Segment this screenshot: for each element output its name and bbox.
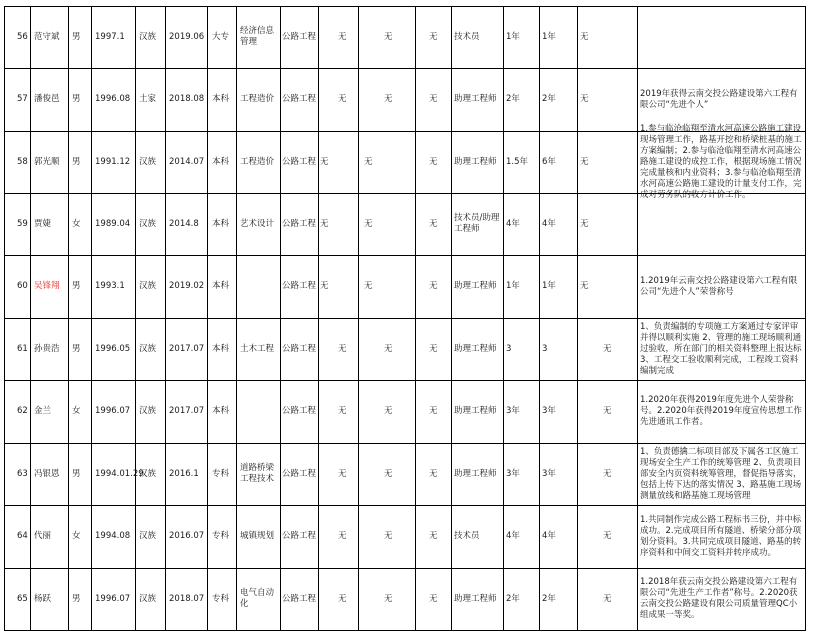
grid-line: [451, 6, 452, 630]
cell-y3: 无: [603, 469, 612, 479]
cell-y2: 2年: [542, 594, 556, 604]
grid-line: [207, 6, 208, 630]
cell-y2: 6年: [542, 157, 556, 167]
cell-name: 郭光顺: [34, 157, 60, 167]
grid-line: [805, 6, 806, 630]
cell-title: 助理工程师: [454, 157, 497, 167]
cell-y3: 无: [580, 219, 589, 229]
grid-line: [236, 6, 237, 630]
cell-ethnic: 汉族: [139, 32, 157, 42]
cell-name: 潘俊邑: [34, 94, 60, 104]
grid-line: [4, 68, 806, 69]
cell-edu: 专科: [212, 531, 230, 541]
cell-work-date: 2019.02: [169, 281, 205, 291]
cell-no: 61: [17, 344, 28, 354]
cell-y2: 3年: [542, 406, 556, 416]
cell-gender: 男: [72, 344, 81, 354]
cell-edu: 本科: [212, 94, 230, 104]
cell-c3: 无: [429, 531, 438, 541]
cell-y2: 4年: [542, 219, 556, 229]
cell-no: 59: [17, 219, 28, 229]
grid-line: [4, 318, 806, 319]
cell-remark: 1.2018年获云南交投公路建设第六工程有限公司“先进生产工作者”称号。2.2020获云南交投公路建设有限公司质量管理QC小组成果一等奖。: [640, 577, 798, 620]
cell-c3: 无: [429, 157, 438, 167]
cell-y3: 无: [603, 344, 612, 354]
cell-gender: 男: [72, 157, 81, 167]
grid-line: [135, 6, 136, 630]
cell-field: 公路工程: [282, 219, 317, 229]
cell-c2: 无: [384, 344, 393, 354]
cell-birth: 1994.08: [95, 531, 131, 541]
cell-edu: 本科: [212, 406, 230, 416]
cell-field: 公路工程: [282, 469, 317, 479]
grid-line: [4, 6, 5, 630]
cell-work-date: 2017.07: [169, 406, 205, 416]
cell-birth: 1991.12: [95, 157, 131, 167]
cell-ethnic: 汉族: [139, 531, 157, 541]
grid-line: [415, 6, 416, 630]
cell-no: 57: [17, 94, 28, 104]
cell-c1: 无: [338, 594, 347, 604]
cell-y1: 1年: [506, 32, 520, 42]
cell-work-date: 2018.07: [169, 594, 205, 604]
cell-birth: 1996.07: [95, 406, 131, 416]
cell-work-date: 2016.07: [169, 531, 205, 541]
cell-c2: 无: [364, 219, 373, 229]
cell-y1: 4年: [506, 531, 520, 541]
cell-c2: 无: [384, 406, 393, 416]
cell-birth: 1994.01.29: [95, 469, 144, 479]
cell-remark: 2019年获得云南交投公路建设第六工程有限公司“先进个人”: [640, 89, 798, 110]
cell-name: 孙贵浩: [34, 344, 60, 354]
cell-major: 工程造价: [240, 94, 275, 104]
cell-y3: 无: [580, 157, 589, 167]
cell-edu: 大专: [212, 32, 230, 42]
cell-major: 经济信息管理: [240, 26, 275, 47]
cell-birth: 1996.05: [95, 344, 131, 354]
cell-y2: 4年: [542, 531, 556, 541]
cell-work-date: 2016.1: [169, 469, 199, 479]
cell-y3: 无: [580, 94, 589, 104]
cell-name: 金兰: [34, 406, 52, 416]
grid-line: [4, 505, 806, 506]
cell-no: 64: [17, 531, 28, 541]
cell-c1: 无: [338, 32, 347, 42]
grid-line: [577, 6, 578, 630]
cell-y1: 4年: [506, 219, 520, 229]
cell-y3: 无: [603, 531, 612, 541]
cell-y1: 2年: [506, 594, 520, 604]
cell-y2: 3: [542, 344, 548, 354]
grid-line: [68, 6, 69, 630]
cell-gender: 男: [72, 32, 81, 42]
cell-birth: 1997.1: [95, 32, 125, 42]
cell-c3: 无: [429, 281, 438, 291]
cell-major: 城镇规划: [240, 531, 275, 541]
cell-edu: 专科: [212, 469, 230, 479]
cell-c3: 无: [429, 94, 438, 104]
cell-remark: 1、负责德擒二标项目部及下属各工区施工现场安全生产工作的统筹管理 2、负责项目部安全内页资料统筹管理，督促指导落实，包括上传下达的落实情况 3、路基施工现场测量放线和路基施工现场管理: [640, 447, 802, 501]
cell-c1: 无: [338, 344, 347, 354]
cell-field: 公路工程: [282, 32, 317, 42]
cell-title: 助理工程师: [454, 406, 497, 416]
cell-edu: 本科: [212, 281, 230, 291]
cell-work-date: 2018.08: [169, 94, 205, 104]
grid-line: [637, 6, 638, 630]
cell-gender: 女: [72, 531, 81, 541]
grid-line: [30, 6, 31, 630]
cell-y1: 3: [506, 344, 512, 354]
cell-c3: 无: [429, 219, 438, 229]
cell-c2: 无: [384, 594, 393, 604]
cell-major: 电气自动化: [240, 588, 275, 609]
cell-name: 贾婕: [34, 219, 52, 229]
cell-edu: 本科: [212, 219, 230, 229]
cell-major: 工程造价: [240, 157, 275, 167]
cell-no: 60: [17, 281, 28, 291]
cell-gender: 男: [72, 281, 81, 291]
cell-c2: 无: [384, 32, 393, 42]
cell-ethnic: 汉族: [139, 344, 157, 354]
cell-remark: 1.2020年获得2019年度先进个人荣誉称号。2.2020年获得2019年度宣传思想工作先进通讯工作者。: [640, 395, 802, 427]
cell-ethnic: 汉族: [139, 281, 157, 291]
cell-work-date: 2019.06: [169, 32, 205, 42]
cell-major: 艺术设计: [240, 219, 275, 229]
cell-y2: 1年: [542, 32, 556, 42]
cell-c2: 无: [364, 281, 373, 291]
cell-major: 土木工程: [240, 344, 275, 354]
cell-gender: 男: [72, 469, 81, 479]
cell-remark: 1、负责编制的专项施工方案通过专家评审并得以顺利实施 2、管理的施工现场顺利通过验收，所在部门的相关资料整理上报达标 3、工程交工验收顺利完成，工程竣工资料编制完成: [640, 322, 802, 376]
cell-c1: 无: [338, 469, 347, 479]
cell-gender: 男: [72, 594, 81, 604]
cell-title: 助理工程师: [454, 469, 497, 479]
cell-ethnic: 汉族: [139, 469, 157, 479]
cell-c1: 无: [338, 94, 347, 104]
cell-edu: 专科: [212, 594, 230, 604]
cell-no: 62: [17, 406, 28, 416]
cell-y2: 2年: [542, 94, 556, 104]
cell-field: 公路工程: [282, 531, 317, 541]
cell-field: 公路工程: [282, 594, 317, 604]
cell-name: 范守斌: [34, 32, 60, 42]
cell-no: 58: [17, 157, 28, 167]
cell-y3: 无: [603, 406, 612, 416]
cell-c1: 无: [320, 219, 329, 229]
cell-name: 代丽: [34, 531, 52, 541]
cell-gender: 女: [72, 406, 81, 416]
grid-line: [539, 6, 540, 630]
grid-line: [4, 568, 806, 569]
cell-c2: 无: [384, 94, 393, 104]
cell-no: 56: [17, 32, 28, 42]
cell-ethnic: 汉族: [139, 219, 157, 229]
grid-line: [4, 6, 806, 7]
cell-c2: 无: [364, 157, 373, 167]
cell-title: 技术员: [454, 531, 480, 541]
cell-name: 吴锋翔: [34, 281, 60, 291]
cell-y1: 3年: [506, 406, 520, 416]
cell-y2: 3年: [542, 469, 556, 479]
cell-y2: 1年: [542, 281, 556, 291]
cell-ethnic: 土家: [139, 94, 157, 104]
cell-work-date: 2014.07: [169, 157, 205, 167]
cell-work-date: 2017.07: [169, 344, 205, 354]
cell-c1: 无: [338, 406, 347, 416]
cell-remark: 1.2019年云南交投公路建设第六工程有限公司“先进个人”荣誉称号: [640, 276, 798, 297]
grid-line: [4, 630, 806, 631]
grid-line: [165, 6, 166, 630]
cell-ethnic: 汉族: [139, 157, 157, 167]
cell-field: 公路工程: [282, 344, 317, 354]
cell-y3: 无: [580, 32, 589, 42]
cell-c3: 无: [429, 344, 438, 354]
cell-c1: 无: [320, 281, 329, 291]
cell-field: 公路工程: [282, 281, 317, 291]
cell-c1: 无: [320, 157, 329, 167]
cell-remark: 1.参与临沧临翔至清水河高速公路施工建设现场管理工作，路基开挖和桥梁桩基的施工方案编制；2.参与临沧临翔至清水河高速公路施工建设的成控工作，根据现场施工情况完成量核和内业资料；3.参与临沧临翔至清水河高速公路施工建设的计量支付工作，完成对劳务队的收方计价工作。: [640, 124, 802, 200]
cell-birth: 1989.04: [95, 219, 131, 229]
cell-no: 65: [17, 594, 28, 604]
cell-name: 冯银恩: [34, 469, 60, 479]
cell-ethnic: 汉族: [139, 406, 157, 416]
cell-field: 公路工程: [282, 157, 317, 167]
cell-remark: 1.共同制作完成公路工程标书三份，并中标成功。2.完成项目所有隧道、桥梁分部分项划分资料。3.共同完成项目隧道、路基的转序资料和中间交工资料并转序成功。: [640, 515, 802, 558]
cell-title: 助理工程师: [454, 344, 497, 354]
cell-field: 公路工程: [282, 406, 317, 416]
cell-no: 63: [17, 469, 28, 479]
cell-y3: 无: [580, 281, 589, 291]
grid-line: [4, 380, 806, 381]
cell-title: 助理工程师: [454, 594, 497, 604]
cell-birth: 1996.07: [95, 594, 131, 604]
cell-c1: 无: [338, 531, 347, 541]
cell-c2: 无: [384, 469, 393, 479]
grid-line: [318, 6, 319, 630]
cell-c3: 无: [429, 32, 438, 42]
cell-title: 技术员: [454, 32, 480, 42]
cell-field: 公路工程: [282, 94, 317, 104]
cell-y1: 2年: [506, 94, 520, 104]
grid-line: [91, 6, 92, 630]
cell-c2: 无: [384, 531, 393, 541]
grid-line: [4, 443, 806, 444]
cell-c3: 无: [429, 406, 438, 416]
cell-gender: 男: [72, 94, 81, 104]
cell-ethnic: 汉族: [139, 594, 157, 604]
cell-y1: 1.5年: [506, 157, 529, 167]
cell-y1: 3年: [506, 469, 520, 479]
cell-edu: 本科: [212, 344, 230, 354]
grid-line: [4, 255, 806, 256]
cell-title: 技术员/助理工程师: [454, 213, 500, 234]
cell-birth: 1996.08: [95, 94, 131, 104]
cell-gender: 女: [72, 219, 81, 229]
cell-birth: 1993.1: [95, 281, 125, 291]
grid-line: [358, 6, 359, 630]
cell-c3: 无: [429, 469, 438, 479]
cell-title: 助理工程师: [454, 281, 497, 291]
cell-y1: 1年: [506, 281, 520, 291]
cell-edu: 本科: [212, 157, 230, 167]
grid-line: [503, 6, 504, 630]
cell-major: 道路桥梁工程技术: [240, 463, 275, 484]
cell-title: 助理工程师: [454, 94, 497, 104]
cell-name: 杨跃: [34, 594, 52, 604]
cell-c3: 无: [429, 594, 438, 604]
cell-y3: 无: [603, 594, 612, 604]
cell-work-date: 2014.8: [169, 219, 199, 229]
